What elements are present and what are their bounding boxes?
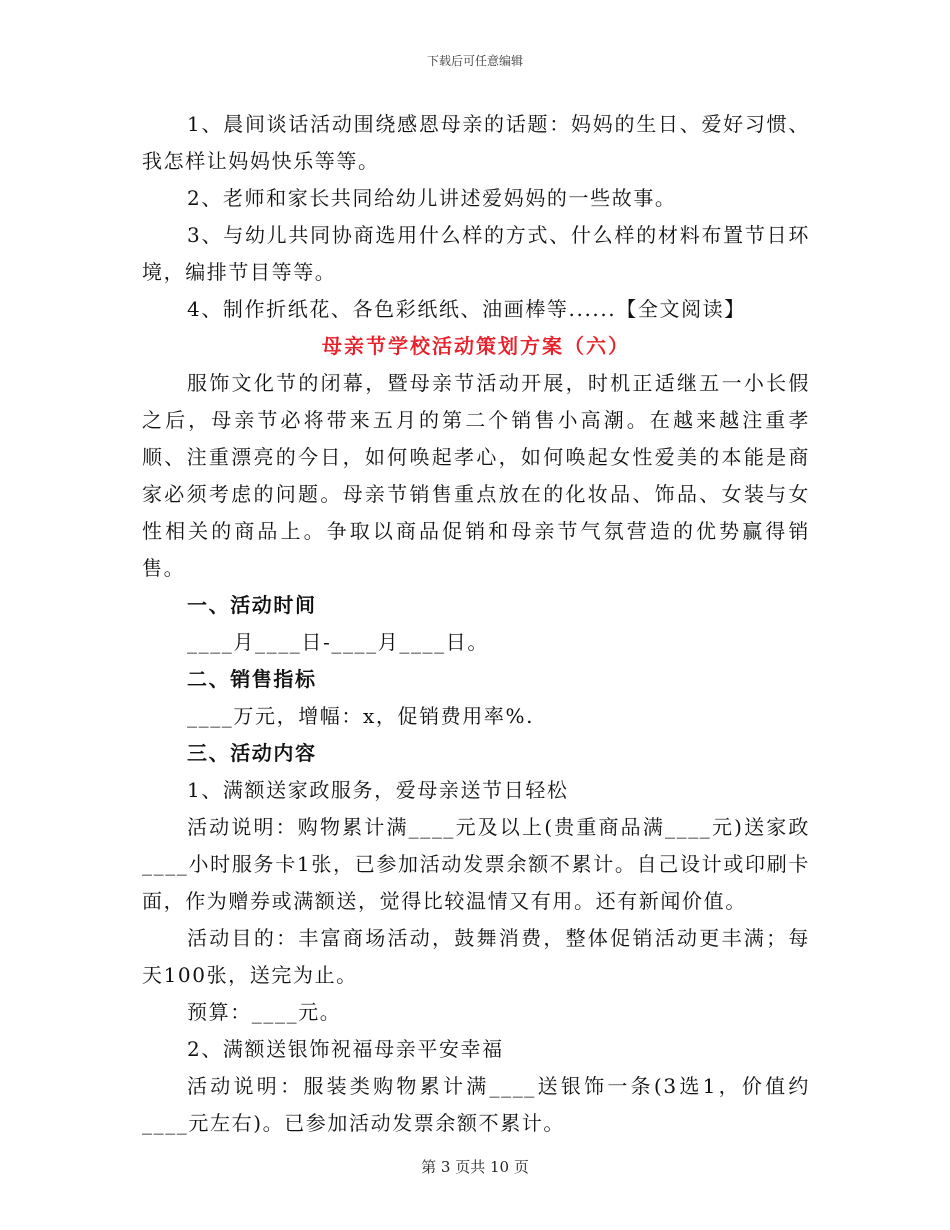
activity-2-title: 2、满额送银饰祝福母亲平安幸福 — [187, 1037, 504, 1061]
activity-1-budget: 预算：____元。 — [187, 1000, 342, 1024]
activity-1-description: 活动说明：购物累计满____元及以上(贵重商品满____元)送家政____小时服务卡1张，已参加活动发票余额不累计。自己设计或印刷卡面，作为赠券或满额送，觉得比较温情又有用。还有新闻价值。 — [142, 815, 810, 913]
page-footer: 第 3 页共 10 页 — [421, 1158, 529, 1176]
heading-activity-content: 三、活动内容 — [187, 741, 317, 765]
document-body — [142, 106, 810, 1142]
paragraph-item-1: 1、晨间谈话活动围绕感恩母亲的话题：妈妈的生日、爱好习惯、我怎样让妈妈快乐等等。 — [142, 112, 810, 173]
activity-time-value: ____月____日-____月____日。 — [187, 630, 489, 654]
paragraph-item-2: 2、老师和家长共同给幼儿讲述爱妈妈的一些故事。 — [187, 186, 677, 210]
activity-1-purpose: 活动目的：丰富商场活动，鼓舞消费，整体促销活动更丰满；每天100张，送完为止。 — [142, 926, 810, 987]
intro-paragraph: 服饰文化节的闭幕，暨母亲节活动开展，时机正适继五一小长假之后，母亲节必将带来五月的第二个销售小高潮。在越来越注重孝顺、注重漂亮的今日，如何唤起孝心，如何唤起女性爱美的本能是商家必须考虑的问题。母亲节销售重点放在的化妆品、饰品、女装与女性相关的商品上。争取以商品促销和母亲节气氛营造的优势赢得销售。 — [142, 371, 810, 580]
heading-sales-target: 二、销售指标 — [187, 667, 317, 691]
page-header: 下载后可任意编辑 — [426, 54, 523, 68]
paragraph-item-4-read-more: 4、制作折纸花、各色彩纸纸、油画棒等......【全文阅读】 — [187, 297, 746, 321]
activity-1-title: 1、满额送家政服务，爱母亲送节日轻松 — [187, 778, 569, 802]
section-title: 母亲节学校活动策划方案（六） — [322, 334, 630, 358]
activity-2-description: 活动说明：服装类购物累计满____送银饰一条(3选1，价值约____元左右)。已参加活动发票余额不累计。 — [142, 1074, 810, 1135]
paragraph-item-3: 3、与幼儿共同协商选用什么样的方式、什么样的材料布置节日环境，编排节目等等。 — [142, 223, 810, 284]
heading-activity-time: 一、活动时间 — [187, 593, 317, 617]
sales-target-value: ____万元，增幅：x，促销费用率%. — [187, 704, 535, 728]
